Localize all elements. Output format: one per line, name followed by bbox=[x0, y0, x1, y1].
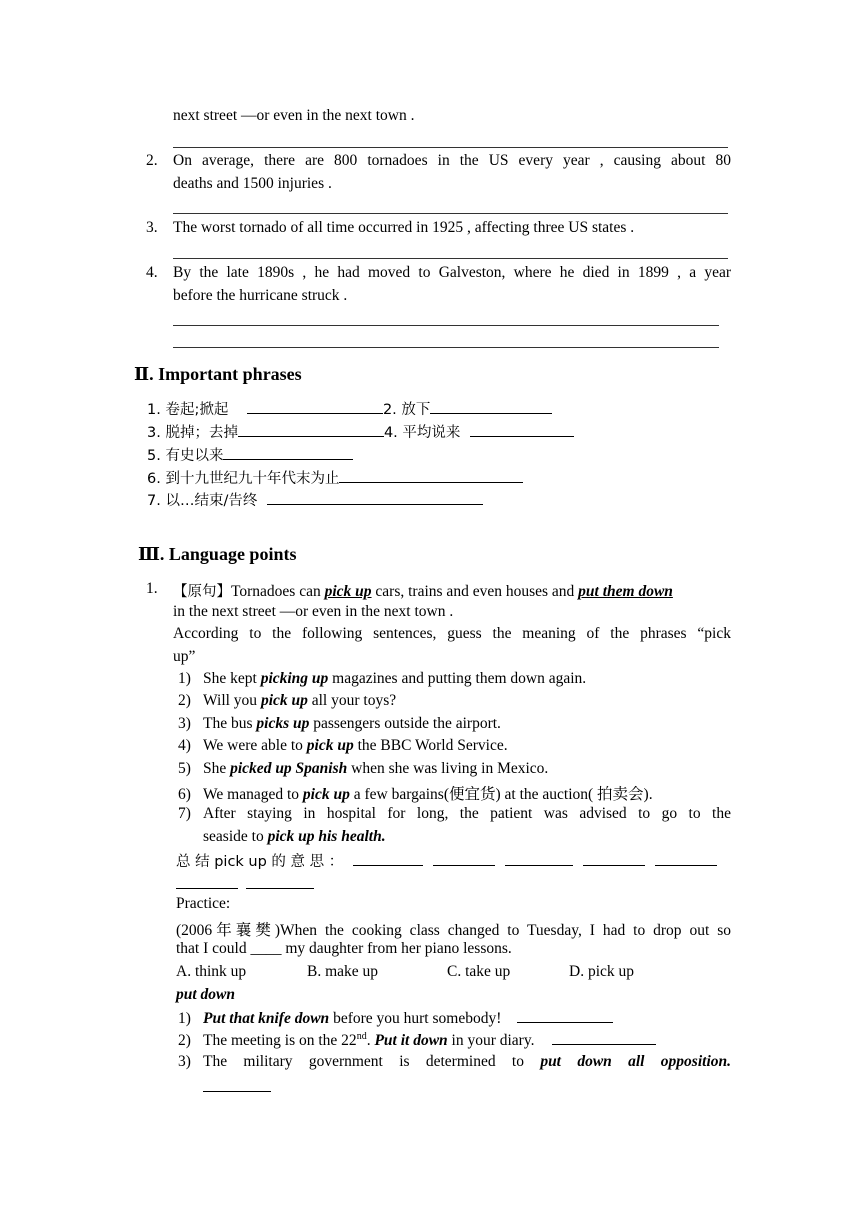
section-heading-phrases: Ⅱ. Important phrases bbox=[134, 364, 302, 384]
example-number: 6) bbox=[178, 786, 191, 803]
example-number: 3) bbox=[178, 715, 191, 732]
summary-blank[interactable] bbox=[433, 851, 495, 866]
phrase-row-1 bbox=[147, 398, 552, 419]
example-7-line-1: After staying in hospital for long, the patient was advised to go to the bbox=[203, 805, 731, 822]
summary-blank[interactable] bbox=[246, 874, 314, 889]
example-text: She kept bbox=[203, 670, 261, 687]
answer-line[interactable] bbox=[173, 147, 728, 148]
sentence-3: The worst tornado of all time occurred in 1925 , affecting three US states . bbox=[173, 219, 635, 236]
example-phrase: pick up bbox=[306, 737, 354, 754]
example-text: in your diary. bbox=[447, 1032, 535, 1049]
example-phrase: pick up bbox=[302, 786, 350, 803]
example-phrase: picking up bbox=[260, 670, 329, 687]
instruction-line-1: According to the following sentences, guess the meaning of the phrases “pick bbox=[173, 625, 731, 642]
phrase-blank[interactable] bbox=[339, 468, 523, 483]
ordinal-suffix: nd bbox=[356, 1030, 367, 1042]
example-text: all your toys? bbox=[307, 692, 397, 709]
example-number: 7) bbox=[178, 805, 191, 822]
example-number: 5) bbox=[178, 760, 191, 777]
sentence-2-line-2: deaths and 1500 injuries . bbox=[173, 175, 332, 192]
example-text: The meeting is on the 22 bbox=[203, 1032, 357, 1049]
example-5 bbox=[178, 760, 548, 778]
summary-blank[interactable] bbox=[353, 851, 423, 866]
summary-row-2 bbox=[176, 874, 314, 894]
example-text: seaside to bbox=[203, 828, 268, 845]
phrase-put-down: put them down bbox=[578, 583, 673, 600]
example-phrase: put down all opposition. bbox=[540, 1053, 731, 1070]
phrase-label: 7. 以…结束/告终 bbox=[147, 493, 258, 509]
example-text: passengers outside the airport. bbox=[309, 715, 501, 732]
example-text: We managed to bbox=[203, 786, 303, 803]
original-text: cars, trains and even houses and bbox=[371, 583, 579, 600]
example-1 bbox=[178, 670, 586, 688]
summary-row bbox=[176, 850, 717, 871]
option-d[interactable]: D. pick up bbox=[569, 963, 635, 980]
summary-blank[interactable] bbox=[176, 874, 238, 889]
put-down-example-2 bbox=[178, 1030, 656, 1050]
answer-line[interactable] bbox=[173, 347, 719, 348]
summary-blank[interactable] bbox=[505, 851, 573, 866]
example-text: magazines and putting them down again. bbox=[328, 670, 587, 687]
sentence-4-line-1: By the late 1890s , he had moved to Galveston, where he died in 1899 , a year bbox=[173, 264, 731, 281]
instruction-line-2: up” bbox=[173, 648, 196, 665]
example-number: 2) bbox=[178, 692, 191, 709]
phrase-blank[interactable] bbox=[247, 399, 383, 414]
practice-label: Practice: bbox=[176, 895, 231, 912]
item-number: 4. bbox=[146, 264, 158, 281]
original-sentence-line-1 bbox=[173, 580, 673, 601]
item-number: 2. bbox=[146, 152, 158, 169]
practice-question-line-1: (2006年襄樊)When the cooking class changed to Tuesday, I had to drop out so bbox=[176, 922, 731, 939]
example-text: the BBC World Service. bbox=[353, 737, 508, 754]
put-down-example-1 bbox=[178, 1008, 613, 1028]
summary-label: 总 结 pick up 的 意 思 ： bbox=[176, 854, 344, 870]
answer-blank[interactable] bbox=[517, 1008, 613, 1023]
example-phrase: pick up bbox=[260, 692, 308, 709]
sentence-2-line-1: On average, there are 800 tornadoes in the US every year , causing about 80 bbox=[173, 152, 731, 169]
example-4 bbox=[178, 737, 508, 755]
example-7-line-2 bbox=[203, 828, 386, 846]
example-phrase: Put that knife down bbox=[203, 1010, 330, 1027]
original-text: Tornadoes can bbox=[231, 583, 325, 600]
put-down-example-3-blank bbox=[203, 1077, 271, 1097]
example-number: 1) bbox=[178, 670, 191, 687]
answer-line[interactable] bbox=[173, 213, 728, 214]
answer-blank[interactable] bbox=[552, 1030, 656, 1045]
example-text: The bus bbox=[203, 715, 257, 732]
practice-question-line-2: that I could ____ my daughter from her piano lessons. bbox=[176, 940, 512, 957]
example-number: 3) bbox=[178, 1053, 191, 1070]
phrase-row-2 bbox=[147, 421, 574, 442]
phrase-blank[interactable] bbox=[223, 445, 353, 460]
phrase-blank[interactable] bbox=[430, 399, 552, 414]
option-a[interactable]: A. think up bbox=[176, 963, 247, 980]
put-down-example-3 bbox=[203, 1053, 731, 1071]
example-text: Will you bbox=[203, 692, 261, 709]
phrase-label: 3. 脱掉；去掉 bbox=[147, 425, 238, 441]
example-number: 2) bbox=[178, 1032, 191, 1049]
original-sentence-line-2: in the next street —or even in the next town . bbox=[173, 603, 454, 620]
example-text: We were able to bbox=[203, 737, 307, 754]
answer-line[interactable] bbox=[173, 325, 719, 326]
example-phrase: Put it down bbox=[374, 1032, 448, 1049]
phrase-label: 1. 卷起;掀起 bbox=[147, 402, 229, 418]
original-tag: 【原句】 bbox=[173, 584, 231, 600]
sentence-1-end: next street —or even in the next town . bbox=[173, 107, 415, 124]
phrase-blank[interactable] bbox=[267, 490, 483, 505]
phrase-blank[interactable] bbox=[470, 422, 574, 437]
example-text: a few bargains(便宜货) at the auction( 拍卖会). bbox=[349, 786, 653, 803]
item-number: 1. bbox=[146, 580, 158, 597]
phrase-row-4 bbox=[147, 467, 523, 488]
answer-blank[interactable] bbox=[203, 1077, 271, 1092]
example-phrase: picked up Spanish bbox=[230, 760, 348, 777]
answer-line[interactable] bbox=[173, 258, 728, 259]
summary-blank[interactable] bbox=[583, 851, 645, 866]
phrase-blank[interactable] bbox=[238, 422, 384, 437]
example-text: . bbox=[366, 1032, 375, 1049]
section-heading-language-points: Ⅲ. Language points bbox=[138, 544, 297, 564]
example-number: 4) bbox=[178, 737, 191, 754]
phrase-label: 5. 有史以来 bbox=[147, 448, 224, 464]
phrase-row-3 bbox=[147, 444, 353, 465]
summary-blank[interactable] bbox=[655, 851, 717, 866]
example-number: 1) bbox=[178, 1010, 191, 1027]
example-text: before you hurt somebody! bbox=[329, 1010, 502, 1027]
example-text: The military government is determined to bbox=[203, 1053, 541, 1070]
option-b[interactable]: B. make up bbox=[307, 963, 379, 980]
item-number: 3. bbox=[146, 219, 158, 236]
sentence-4-line-2: before the hurricane struck . bbox=[173, 287, 348, 304]
phrase-row-5 bbox=[147, 489, 483, 510]
example-text: She bbox=[203, 760, 231, 777]
option-c[interactable]: C. take up bbox=[447, 963, 511, 980]
phrase-label: 4. 平均说来 bbox=[383, 425, 461, 441]
phrase-pick-up: pick up bbox=[324, 583, 372, 600]
example-phrase: pick up his health. bbox=[267, 828, 386, 845]
example-2 bbox=[178, 692, 396, 710]
put-down-heading: put down bbox=[176, 986, 236, 1003]
phrase-label: 6. 到十九世纪九十年代末为止 bbox=[147, 471, 340, 487]
example-text: when she was living in Mexico. bbox=[347, 760, 549, 777]
phrase-label: 2. 放下 bbox=[382, 402, 431, 418]
example-3 bbox=[178, 715, 501, 733]
example-6 bbox=[178, 782, 653, 804]
example-phrase: picks up bbox=[256, 715, 310, 732]
